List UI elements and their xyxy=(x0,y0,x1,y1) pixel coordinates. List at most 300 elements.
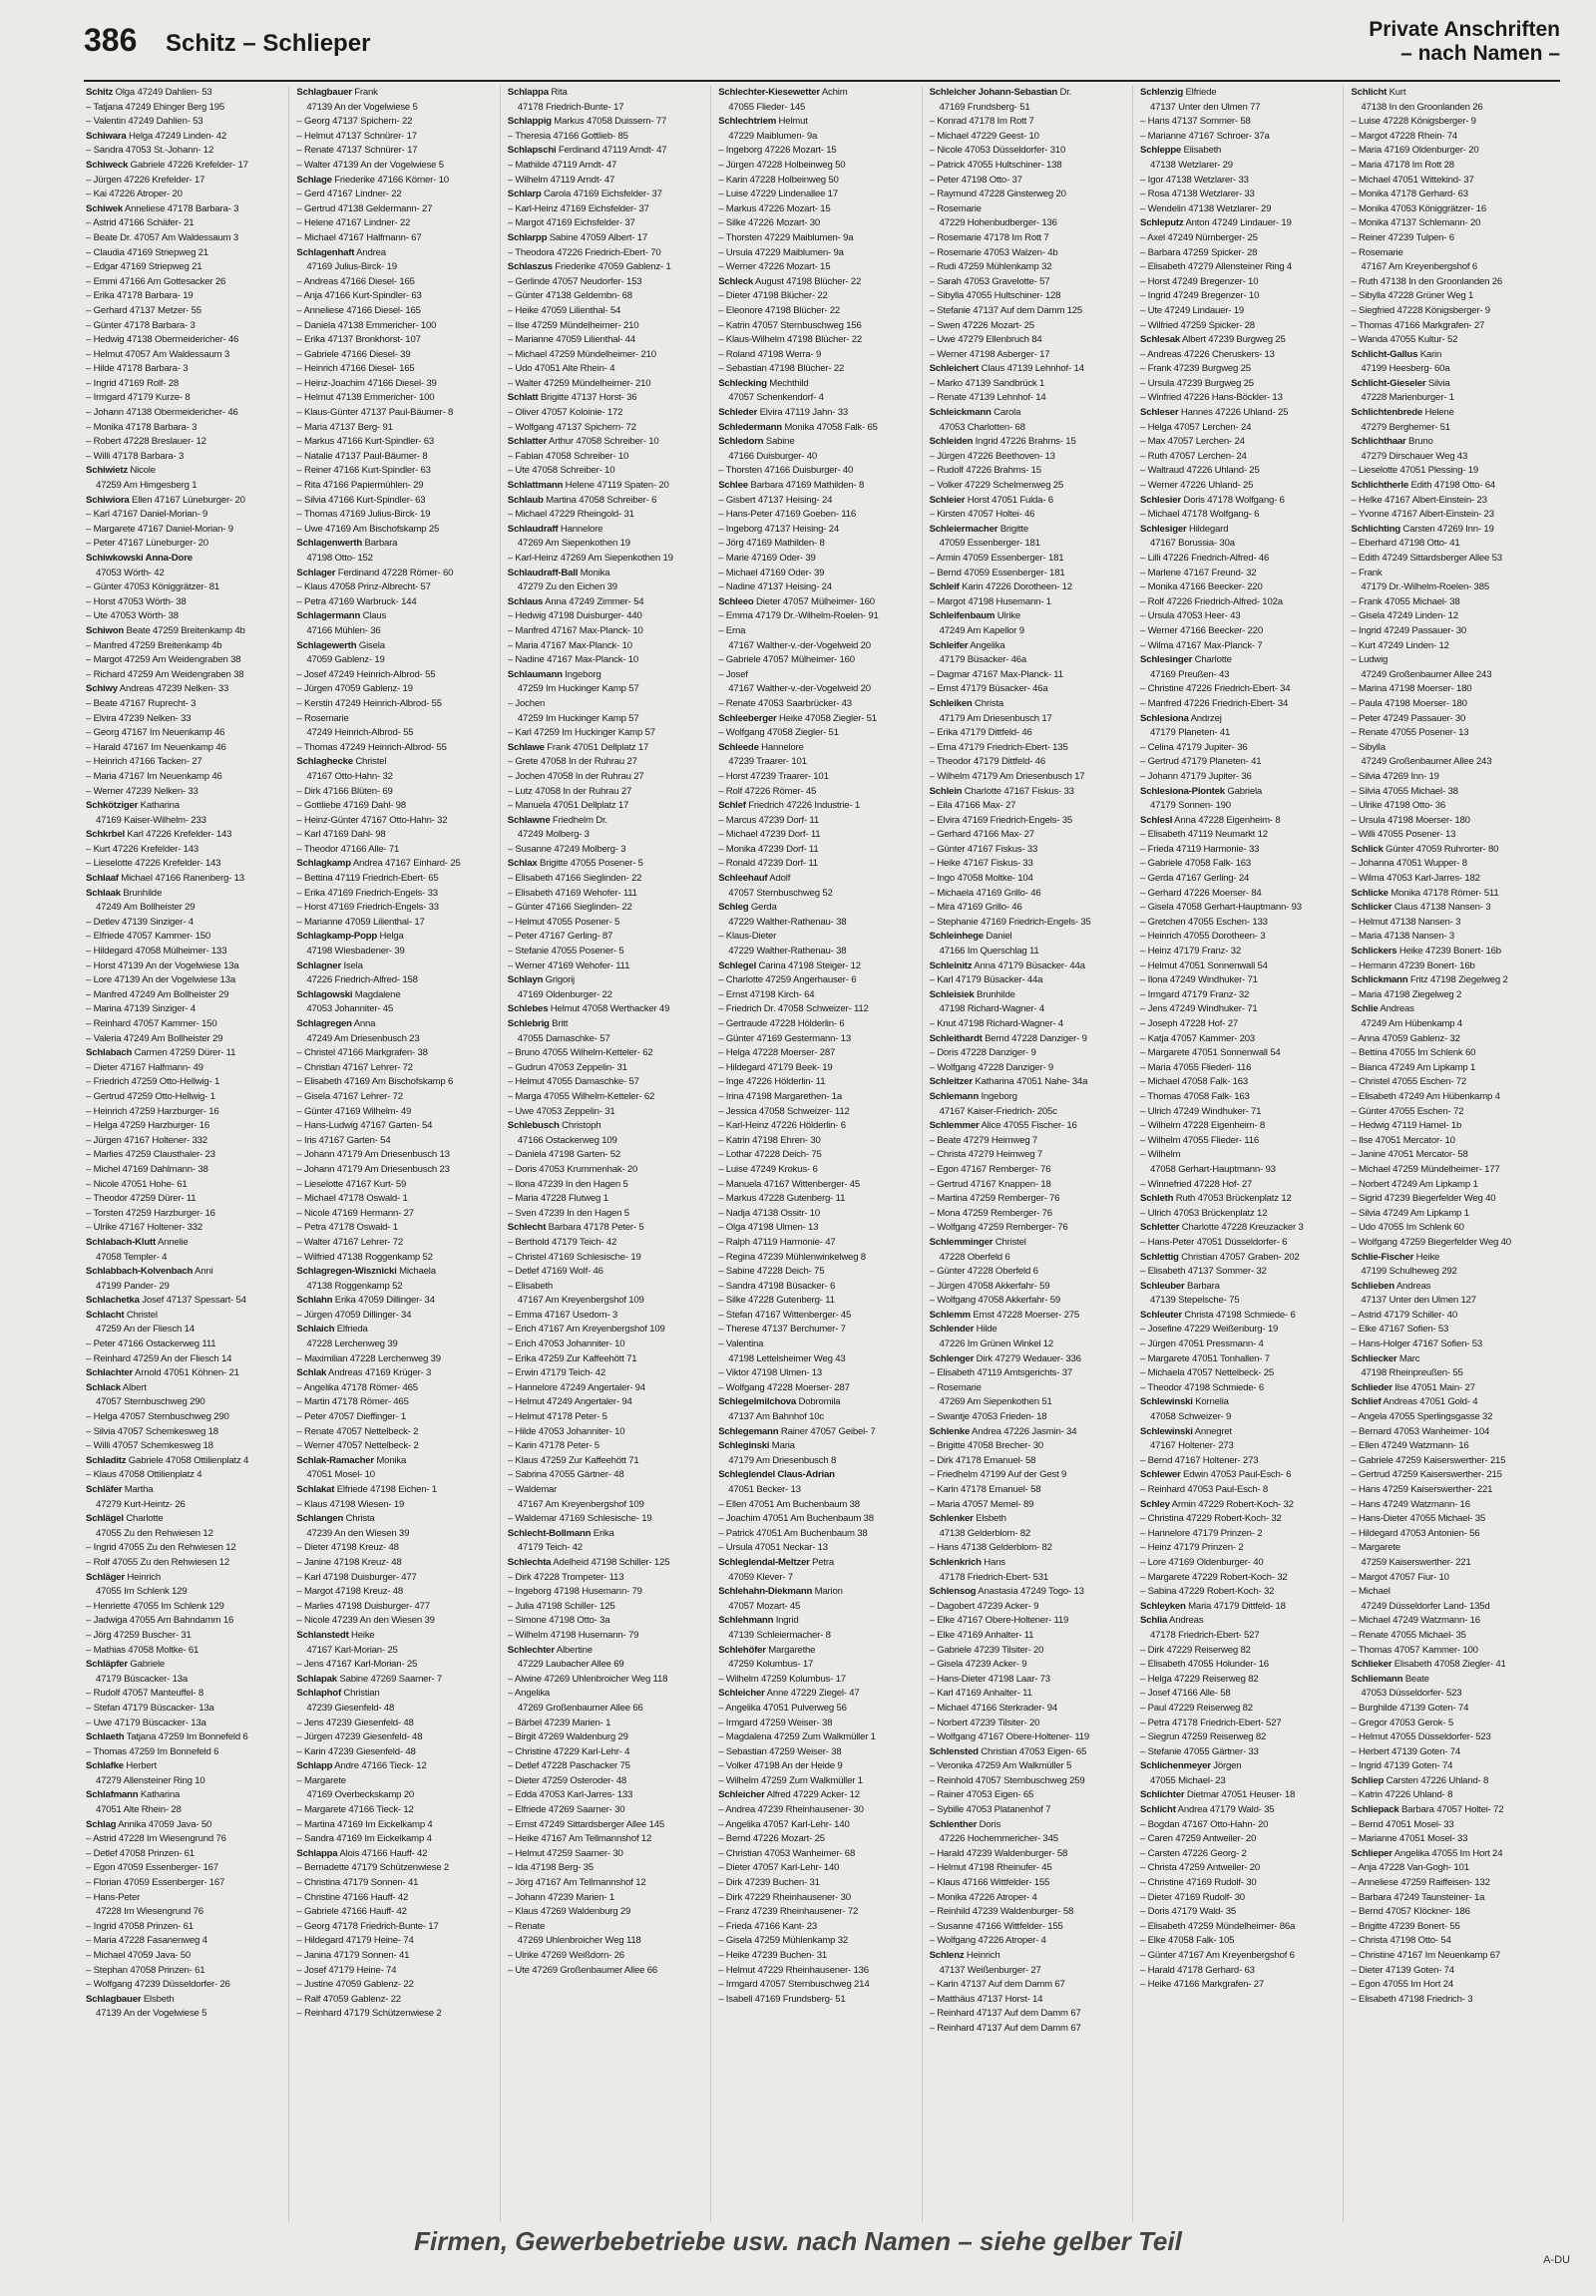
listing-entry: 47279 Dirschauer Weg 43 xyxy=(1361,450,1468,462)
listing-entry: – Renate 47053 Saarbrücker- 43 xyxy=(718,697,852,709)
surname: Schlaumann xyxy=(507,668,563,680)
listing-surname-entry: Schleithardt Bernd 47228 Danziger- 9 xyxy=(929,1032,1087,1044)
listing-entry: 47137 Unter den Ulmen 127 xyxy=(1361,1295,1476,1307)
surname: Schlieper xyxy=(1351,1847,1393,1859)
surname: Schlichtherle xyxy=(1351,480,1409,492)
listing-entry: 47139 An der Vogelwiese 5 xyxy=(306,101,418,113)
listing-entry: – Hilde 47178 Barbara- 3 xyxy=(86,363,189,375)
listing-surname-entry: Schlagowski Magdalene xyxy=(296,988,401,1000)
listing-entry: – Jürgen 47226 Beethoven- 13 xyxy=(929,450,1055,462)
page-header xyxy=(84,18,1560,82)
listing-entry: – Christine 47229 Karl-Lehr- 4 xyxy=(507,1745,630,1757)
listing-entry: – Klaus 47198 Wiesen- 19 xyxy=(296,1498,405,1510)
listing-entry: – Silvia 47055 Michael- 38 xyxy=(1351,785,1458,797)
listing-entry: 47051 Becker- 13 xyxy=(728,1484,801,1495)
listing-surname-entry: Schleyken Maria 47179 Dittfeld- 18 xyxy=(1140,1600,1286,1612)
listing-entry: – Markus 47228 Gutenberg- 11 xyxy=(718,1193,846,1205)
listing-entry: – Rosemarie 47178 Im Rott 7 xyxy=(929,231,1049,243)
listing-surname-entry: Schleickmann Carola xyxy=(929,407,1021,419)
listing-entry: – Marko 47139 Sandbrück 1 xyxy=(929,377,1045,389)
listing-entry: – Rudolf 47226 Brahms- 15 xyxy=(929,465,1041,477)
listing-surname-entry: Schlenger Dirk 47279 Wedauer- 336 xyxy=(929,1352,1081,1364)
listing-entry: – Maria 47228 Flutweg 1 xyxy=(507,1193,608,1205)
listing-entry: – Wilhelm 47259 Kolumbus- 17 xyxy=(718,1673,846,1685)
listing-entry: – Dieter 47198 Blücher- 22 xyxy=(718,290,828,302)
listing-entry: – Ulrike 47167 Holtener- 332 xyxy=(86,1222,203,1234)
listing-entry: – Daniela 47138 Emmericher- 100 xyxy=(296,319,437,331)
listing-entry: – Jürgen 47059 Gablenz- 19 xyxy=(296,683,413,695)
listing-surname-entry: Schlayn Grigorij xyxy=(507,974,575,986)
listing-entry: – Edda 47053 Karl-Jarres- 133 xyxy=(507,1789,633,1801)
listing-entry: – Wilhelm 47179 Am Driesenbusch 17 xyxy=(929,770,1085,782)
listing-entry: – Erich 47053 Johanniter- 10 xyxy=(507,1339,625,1350)
listing-entry: – Barbara 47259 Spicker- 28 xyxy=(1140,246,1258,258)
listing-entry: – Astrid 47228 Im Wiesengrund 76 xyxy=(86,1833,226,1845)
listing-entry: – Günter 47138 Geldernbn- 68 xyxy=(507,290,632,302)
listing-entry: – Christine 47226 Friedrich-Ebert- 34 xyxy=(1140,683,1291,695)
listing-entry: – Hilde 47053 Johanniter- 10 xyxy=(507,1425,625,1437)
listing-entry: – Lieselotte 47167 Kurt- 59 xyxy=(296,1178,407,1190)
listing-entry: 47053 Johanniter- 45 xyxy=(306,1003,394,1015)
surname: Schlagregen-Wisznicki xyxy=(296,1266,397,1278)
listing-surname-entry: Schlewinski Annegret xyxy=(1140,1425,1233,1437)
listing-surname-entry: Schlensted Christian 47053 Eigen- 65 xyxy=(929,1745,1087,1757)
listing-entry: – Helga 47229 Reiserweg 82 xyxy=(1140,1673,1259,1685)
listing-entry: – Norbert 47239 Tilsiter- 20 xyxy=(929,1717,1040,1728)
listing-entry: 47229 Maiblumen- 9a xyxy=(728,130,818,142)
listing-entry: – Ludwig xyxy=(1351,654,1389,666)
listing-entry: – Wilhelm 47119 Arndt- 47 xyxy=(507,174,615,186)
listing-entry: – Stephan 47058 Prinzen- 61 xyxy=(86,1964,205,1976)
listing-entry: – Jochen xyxy=(507,697,546,709)
surname: Schlayn xyxy=(507,974,544,986)
listing-entry: – Elisabeth xyxy=(507,1280,554,1292)
listing-surname-entry: Schleif Karin 47226 Dorotheen- 12 xyxy=(929,581,1072,593)
listing-surname-entry: Schlie Andreas xyxy=(1351,1003,1414,1015)
listing-surname-entry: Schiwek Anneliese 47178 Barbara- 3 xyxy=(86,202,239,214)
listing-entry: – Christel 47055 Eschen- 72 xyxy=(1351,1076,1467,1088)
surname: Schlieben xyxy=(1351,1280,1395,1292)
surname: Schlickmann xyxy=(1351,974,1408,986)
listing-entry: – Rolf 47226 Friedrich-Alfred- 102a xyxy=(1140,595,1283,607)
listing-surname-entry xyxy=(86,552,281,567)
listing-entry: 47178 Friedrich-Ebert- 527 xyxy=(1150,1629,1260,1641)
surname: Schlegemann xyxy=(718,1425,779,1437)
listing-entry: 47178 Friedrich-Bunte- 17 xyxy=(517,101,624,113)
listing-surname-entry: Schlagkamp Andrea 47167 Einhard- 25 xyxy=(296,858,461,870)
listing-entry: – Manfred 47226 Friedrich-Ebert- 34 xyxy=(1140,697,1289,709)
listing-surname-entry: Schlaus Anna 47249 Zimmer- 54 xyxy=(507,595,644,607)
listing-entry: – Frieda 47119 Harmonie- 33 xyxy=(1140,843,1260,855)
listing-entry: – Marianne 47167 Schroer- 37a xyxy=(1140,130,1270,142)
listing-entry: – Irmgard 47179 Kurze- 8 xyxy=(86,392,191,404)
listing-entry: 47198 Lettelsheimer Weg 43 xyxy=(728,1352,846,1364)
listing-entry: – Ingrid 47058 Prinzen- 61 xyxy=(86,1920,194,1932)
listing-entry: – Sarah 47053 Gravelotte- 57 xyxy=(929,275,1050,287)
listing-entry: – Monika 47178 Gerhard- 63 xyxy=(1351,189,1468,200)
listing-surname-entry: Schleder Elvira 47119 Jahn- 33 xyxy=(718,407,849,419)
listing-entry: – Helga 47228 Moerser- 287 xyxy=(718,1047,836,1059)
listing-surname-entry: Schlack Albert xyxy=(86,1381,147,1393)
listing-entry: 47226 Friedrich-Alfred- 158 xyxy=(306,974,418,986)
surname: Schlager xyxy=(296,567,336,578)
listing-entry: – Igor 47138 Wetzlarer- 33 xyxy=(1140,174,1249,186)
listing-entry: 47259 Im Huckinger Kamp 57 xyxy=(517,712,639,724)
listing-surname-entry: Schleuber Barbara xyxy=(1140,1280,1220,1292)
listing-entry: – Helene 47167 Lindner- 22 xyxy=(296,217,411,229)
listing-entry: – Margot 47169 Eichsfelder- 37 xyxy=(507,217,635,229)
listing-entry: – Bernd 47167 Holtener- 273 xyxy=(1140,1454,1259,1466)
surname: Schleier xyxy=(929,494,966,506)
listing-entry: – Hildegard 47179 Heine- 74 xyxy=(296,1935,414,1947)
listing-entry: – Elisabeth 47169 Am Bischofskamp 6 xyxy=(296,1076,454,1088)
surname: Schleppe xyxy=(1140,145,1182,157)
listing-surname-entry: Schliepack Barbara 47057 Holtei- 72 xyxy=(1351,1804,1504,1816)
surname: Schlagbauer xyxy=(296,87,352,98)
listing-entry: – Margot 47259 Am Weidengraben 38 xyxy=(86,654,241,666)
surname: Schlewinski xyxy=(1140,1425,1193,1437)
listing-entry: 47229 Walther-Rathenau- 38 xyxy=(728,946,847,957)
listing-entry: – Frank xyxy=(1351,567,1383,578)
listing-surname-entry: Schleicher Anne 47229 Ziegel- 47 xyxy=(718,1688,860,1700)
listing-entry: – Michael 47239 Dorf- 11 xyxy=(718,829,821,841)
listing-entry: – Dagobert 47239 Acker- 9 xyxy=(929,1600,1039,1612)
listing-entry: 47166 Duisburger- 40 xyxy=(728,450,817,462)
listing-entry: 47279 Zu den Eichen 39 xyxy=(517,581,617,593)
column-divider xyxy=(500,86,501,2222)
listing-entry: – Ulrich 47053 Brückenplatz 12 xyxy=(1140,1207,1268,1219)
listing-entry: 47229 Walther-Rathenau- 38 xyxy=(728,916,847,928)
column-divider xyxy=(922,86,923,2222)
listing-surname-entry: Schlesl Anna 47228 Eigenheim- 8 xyxy=(1140,814,1281,826)
listing-entry: – Gisela 47259 Mühlenkamp 32 xyxy=(718,1935,849,1947)
listing-entry: – Gudrun 47053 Zeppelin- 31 xyxy=(507,1061,627,1073)
listing-entry: – Max 47057 Lerchen- 24 xyxy=(1140,436,1245,448)
surname: Schlemm xyxy=(929,1309,971,1321)
listing-entry: – Werner 47226 Uhland- 25 xyxy=(1140,480,1254,492)
surname: Schlieker xyxy=(1351,1659,1393,1671)
listing-entry: – Bernadette 47179 Schützenwiese 2 xyxy=(296,1862,450,1874)
surname: Schlicht-Gieseler xyxy=(1351,377,1426,389)
listing-entry: 47167 Holtener- 273 xyxy=(1150,1440,1234,1452)
listing-entry: – Iris 47167 Garten- 54 xyxy=(296,1134,391,1146)
surname: Schlaus xyxy=(507,595,544,607)
listing-surname-entry: Schitz Olga 47249 Dahlien- 53 xyxy=(86,87,212,98)
listing-entry: – Peter 47166 Ostackerweg 111 xyxy=(86,1339,216,1350)
listing-surname-entry: Schlagbauer Frank xyxy=(296,87,378,98)
listing-entry: – Valentina xyxy=(718,1339,764,1350)
listing-entry: 47055 Zu den Rehwiesen 12 xyxy=(96,1527,213,1539)
listing-entry: – Ute 47269 Großenbaumer Allee 66 xyxy=(507,1964,657,1976)
listing-entry: – Eberhard 47198 Otto- 41 xyxy=(1351,538,1460,550)
surname: Schleicher xyxy=(718,1789,765,1801)
surname: Schlarp xyxy=(507,189,542,200)
surname: Schlecking xyxy=(718,377,767,389)
listing-entry: – Eila 47166 Max- 27 xyxy=(929,800,1016,812)
listing-entry: – Margarete 47167 Daniel-Morian- 9 xyxy=(86,523,233,535)
listing-surname-entry: Schlaich Elfrieda xyxy=(296,1324,368,1336)
listing-entry: – Hedwig 47119 Hamel- 1b xyxy=(1351,1120,1462,1132)
listing-entry: – Andrea 47239 Rheinhausener- 30 xyxy=(718,1804,864,1816)
listing-entry: – Florian 47059 Essenberger- 167 xyxy=(86,1877,225,1889)
directory-column-1 xyxy=(86,86,281,2222)
listing-surname-entry: Schlabbach-Kolvenbach Anni xyxy=(86,1266,213,1278)
listing-entry: – Luise 47229 Lindenallee 17 xyxy=(718,189,838,200)
surname: Schiwietz xyxy=(86,465,128,477)
listing-entry: – Karl 47179 Büsacker- 44a xyxy=(929,974,1043,986)
listing-entry: – Mira 47169 Grillo- 46 xyxy=(929,902,1022,914)
listing-entry: – Bernard 47053 Wanheimer- 104 xyxy=(1351,1425,1490,1437)
listing-surname-entry: Schlender Hilde xyxy=(929,1324,998,1336)
listing-entry: – Reinhard 47053 Paul-Esch- 8 xyxy=(1140,1484,1269,1495)
listing-surname-entry: Schleede Hannelore xyxy=(718,741,804,753)
listing-entry: – Christine 47166 Hauff- 42 xyxy=(296,1891,409,1903)
listing-entry: – Brigitte 47239 Bonert- 55 xyxy=(1351,1920,1460,1932)
listing-entry: – Bogdan 47167 Otto-Hahn- 20 xyxy=(1140,1818,1269,1830)
listing-entry: – Helmut 47051 Sonnenwall 54 xyxy=(1140,959,1268,971)
listing-entry: – Elfriede 47057 Kammer- 150 xyxy=(86,931,211,943)
listing-entry: – Katrin 47226 Uhland- 8 xyxy=(1351,1789,1453,1801)
listing-entry: – Theodor 47198 Schmiede- 6 xyxy=(1140,1381,1265,1393)
listing-entry: – Dirk 47166 Blüten- 69 xyxy=(296,785,393,797)
listing-surname-entry: Schleglendal-Meltzer Petra xyxy=(718,1556,835,1568)
listing-entry: – Wilma 47053 Karl-Jarres- 182 xyxy=(1351,873,1480,885)
listing-entry: – Horst 47239 Traarer- 101 xyxy=(718,770,829,782)
listing-entry: – Reinhild 47239 Waldenburger- 58 xyxy=(929,1906,1074,1918)
listing-entry: – Rosa 47138 Wetzlarer- 33 xyxy=(1140,189,1255,200)
listing-entry: 47269 Großenbaumer Allee 66 xyxy=(517,1702,643,1714)
listing-entry: 47249 Am Hübenkamp 4 xyxy=(1361,1018,1462,1029)
listing-entry: – Konrad 47178 Im Rott 7 xyxy=(929,116,1034,128)
listing-entry: – Petra 47169 Warbruck- 144 xyxy=(296,595,417,607)
listing-surname-entry: Schlieben Andreas xyxy=(1351,1280,1431,1292)
listing-entry: – Elke 47167 Obere-Holtener- 119 xyxy=(929,1615,1069,1627)
listing-entry: – Reiner 47239 Tulpen- 6 xyxy=(1351,231,1454,243)
listing-surname-entry: Schlafmann Katharina xyxy=(86,1789,181,1801)
listing-entry: – Heinrich 47166 Diesel- 165 xyxy=(296,363,415,375)
listing-entry: 47228 Im Wiesengrund 76 xyxy=(96,1906,203,1918)
listing-entry: – Tatjana 47249 Ehinger Berg 195 xyxy=(86,101,225,113)
listing-entry: – Wilfried 47259 Spicker- 28 xyxy=(1140,319,1255,331)
listing-entry: – Helmut 47055 Posener- 5 xyxy=(507,916,620,928)
surname: Schlieder xyxy=(1351,1381,1393,1393)
listing-entry: – Dieter 47167 Halfmann- 49 xyxy=(86,1061,203,1073)
listing-entry: – Justine 47059 Gablenz- 22 xyxy=(296,1979,414,1991)
listing-entry: 47249 Molberg- 3 xyxy=(517,829,590,841)
listing-entry: – Gertrud 47259 Otto-Hellwig- 1 xyxy=(86,1090,215,1102)
surname: Schlapp xyxy=(296,1760,333,1772)
listing-entry: – Ilse 47259 Mündelheimer- 210 xyxy=(507,319,639,331)
surname: Schlaghecke xyxy=(296,756,353,768)
listing-surname-entry: Schlichtherle Edith 47198 Otto- 64 xyxy=(1351,480,1496,492)
listing-surname-entry: Schlangen Christa xyxy=(296,1513,375,1525)
listing-entry: – Jürgen 47228 Holbeinweg 50 xyxy=(718,159,846,171)
listing-entry: – Karin 47178 Peter- 5 xyxy=(507,1440,599,1452)
listing-entry: – Bettina 47055 Im Schlenk 60 xyxy=(1351,1047,1476,1059)
listing-entry: – Elke 47058 Falk- 105 xyxy=(1140,1935,1235,1947)
surname: Schlagbauer xyxy=(86,1993,142,2005)
surname: Schlemann xyxy=(929,1090,979,1102)
listing-entry: – Johann 47239 Marien- 1 xyxy=(507,1891,615,1903)
listing-entry: 47139 An der Vogelwiese 5 xyxy=(96,2008,207,2020)
listing-entry: – Karl-Heinz 47269 Am Siepenkothen 19 xyxy=(507,553,673,564)
section-title-line-1: Private Anschriften xyxy=(1369,18,1560,41)
listing-entry: – Manfred 47167 Max-Planck- 10 xyxy=(507,624,643,636)
listing-entry: – Wilhelm 47259 Zum Walkmüller 1 xyxy=(718,1774,863,1786)
listing-entry: – Dieter 47169 Rudolf- 30 xyxy=(1140,1891,1245,1903)
listing-entry: – Yvonne 47167 Albert-Einstein- 23 xyxy=(1351,509,1494,521)
listing-entry: – Thomas 47259 Im Bonnefeld 6 xyxy=(86,1745,219,1757)
surname: Schleuter xyxy=(1140,1309,1182,1321)
listing-entry: – Birgit 47269 Waldenburg 29 xyxy=(507,1731,628,1743)
listing-entry: – Anna 47059 Gablenz- 32 xyxy=(1351,1032,1460,1044)
listing-entry: – Wolfgang 47239 Düsseldorfer- 26 xyxy=(86,1979,230,1991)
listing-entry: – Hildegard 47179 Beek- 19 xyxy=(718,1061,833,1073)
listing-entry: – Peter 47249 Passauer- 30 xyxy=(1351,712,1466,724)
listing-entry: – Gerda 47167 Gerling- 24 xyxy=(1140,873,1250,885)
listing-surname-entry: Schiwy Andreas 47239 Nelken- 33 xyxy=(86,683,229,695)
listing-entry: – Dirk 47178 Emanuel- 58 xyxy=(929,1454,1036,1466)
listing-entry: – Maria 47057 Memel- 89 xyxy=(929,1498,1034,1510)
listing-entry: – Manuela 47051 Dellplatz 17 xyxy=(507,800,629,812)
listing-surname-entry: Schlak Andreas 47169 Krüger- 3 xyxy=(296,1367,432,1379)
listing-entry: – Dirk 47229 Reiserweg 82 xyxy=(1140,1644,1251,1656)
listing-entry: – Elisabeth 47166 Sieglinden- 22 xyxy=(507,873,642,885)
listing-surname-entry: Schlaeth Tatjana 47259 Im Bonnefeld 6 xyxy=(86,1731,248,1743)
listing-entry: – Waldemar xyxy=(507,1484,558,1495)
listing-entry: – Erna 47179 Friedrich-Ebert- 135 xyxy=(929,741,1068,753)
listing-entry: 47139 Schleiermacher- 8 xyxy=(728,1629,831,1641)
listing-entry: – Karin 47228 Holbeinweg 50 xyxy=(718,174,839,186)
listing-entry: – Klaus-Günter 47137 Paul-Bäumer- 8 xyxy=(296,407,454,419)
listing-entry: – Kurt 47249 Linden- 12 xyxy=(1351,639,1449,651)
listing-surname-entry: Schkötziger Katharina xyxy=(86,800,180,812)
listing-entry: – Ingrid 47055 Zu den Rehwiesen 12 xyxy=(86,1542,236,1554)
surname: Schlag xyxy=(86,1818,117,1830)
listing-entry: – Helmut 47249 Angertaler- 94 xyxy=(507,1396,632,1408)
listing-surname-entry: Schlichtenbrede Helene xyxy=(1351,407,1454,419)
listing-entry: 47259 Kaiserswerther- 221 xyxy=(1361,1556,1471,1568)
listing-entry: 47137 Weißenburger- 27 xyxy=(939,1964,1041,1976)
listing-entry: – Michael xyxy=(1351,1586,1391,1598)
listing-entry: – Sebastian 47259 Weiser- 38 xyxy=(718,1745,842,1757)
surname: Schleth xyxy=(1140,1193,1174,1205)
listing-surname-entry: Schleier Horst 47051 Fulda- 6 xyxy=(929,494,1053,506)
surname: Schlaeth xyxy=(86,1731,125,1743)
listing-entry: – Stefanie 47055 Posener- 5 xyxy=(507,946,624,957)
listing-entry: – Sibylla 47228 Grüner Weg 1 xyxy=(1351,290,1474,302)
surname: Schlie-Fischer xyxy=(1351,1251,1414,1263)
listing-entry: – Hermann 47239 Bonert- 16b xyxy=(1351,959,1475,971)
listing-entry: – Michael 47166 Sterkrader- 94 xyxy=(929,1702,1057,1714)
listing-entry: 47239 Traarer- 101 xyxy=(728,756,807,768)
listing-entry: – Nicole 47239 An den Wiesen 39 xyxy=(296,1615,435,1627)
listing-entry: 47249 Am Driesenbusch 23 xyxy=(306,1032,420,1044)
section-title-line-2: – nach Namen – xyxy=(1400,42,1560,65)
listing-surname-entry: Schlagkamp-Popp Helga xyxy=(296,931,404,943)
listing-entry: – Rosemarie 47053 Walzen- 4b xyxy=(929,246,1058,258)
listing-entry: – Jürgen 47059 Dillinger- 34 xyxy=(296,1309,412,1321)
listing-entry: – Kirsten 47057 Holtei- 46 xyxy=(929,509,1035,521)
listing-entry: – Gisela 47058 Gerhart-Hauptmann- 93 xyxy=(1140,902,1302,914)
listing-entry: – Horst 47169 Friedrich-Engels- 33 xyxy=(296,902,439,914)
listing-entry: – Silvia 47269 Inn- 19 xyxy=(1351,770,1439,782)
surname: Schlachter xyxy=(86,1367,134,1379)
surname: Schlicht xyxy=(1351,87,1388,98)
surname: Schlichenmeyer xyxy=(1140,1760,1211,1772)
listing-entry: – Wilhelm 47198 Husemann- 79 xyxy=(507,1629,639,1641)
surname: Schleicher Johann-Sebastian xyxy=(929,87,1058,98)
listing-entry: – Helke 47167 Albert-Einstein- 23 xyxy=(1351,494,1487,506)
surname: Schleiermacher xyxy=(929,523,998,535)
surname: Schlangen xyxy=(296,1513,344,1525)
surname: Schlesier xyxy=(1140,494,1181,506)
listing-entry: – Helmut 47229 Rheinhausener- 136 xyxy=(718,1964,869,1976)
surname: Schleifer xyxy=(929,639,969,651)
listing-entry: – Wolfgang 47228 Moerser- 287 xyxy=(718,1381,850,1393)
listing-entry: – Ulrike 47198 Otto- 36 xyxy=(1351,800,1445,812)
listing-entry: – Heike 47059 Lilienthal- 54 xyxy=(507,304,621,316)
listing-surname-entry: Schlagenhaft Andrea xyxy=(296,246,386,258)
directory-column-4 xyxy=(718,86,914,2222)
listing-surname-entry: Schlee Barbara 47169 Mathilden- 8 xyxy=(718,480,865,492)
surname: Schlief xyxy=(1351,1396,1382,1408)
listing-entry: 47179 Büsacker- 46a xyxy=(939,654,1026,666)
surname: Schlaaf xyxy=(86,873,119,885)
listing-entry: – Rita 47166 Papiermühlen- 29 xyxy=(296,480,424,492)
listing-entry: – Maria 47178 Im Rott 28 xyxy=(1351,159,1454,171)
listing-entry: – Swantje 47053 Frieden- 18 xyxy=(929,1411,1047,1423)
listing-entry: – Jürgen 47167 Holtener- 332 xyxy=(86,1134,207,1146)
listing-entry: – Susanne 47166 Wittfelder- 155 xyxy=(929,1920,1063,1932)
listing-entry: 47138 Roggenkamp 52 xyxy=(306,1280,403,1292)
surname: Schlappa xyxy=(296,1847,338,1859)
listing-entry: – Waldemar 47169 Schlesische- 19 xyxy=(507,1513,652,1525)
listing-entry: – Anja 47166 Kurt-Spindler- 63 xyxy=(296,290,422,302)
listing-entry: – Stefan 47179 Büscacker- 13a xyxy=(86,1702,214,1714)
listing-entry: – Walter 47259 Mündelheimer- 210 xyxy=(507,377,651,389)
listing-entry: – Nicole 47053 Düsseldorfer- 310 xyxy=(929,145,1066,157)
listing-entry: – Michael 47169 Oder- 39 xyxy=(718,567,825,578)
listing-entry: – Marianne 47051 Mosel- 33 xyxy=(1351,1833,1468,1845)
listing-surname-entry: Schlickers Heike 47239 Bonert- 16b xyxy=(1351,946,1501,957)
listing-entry: – Gerd 47167 Lindner- 22 xyxy=(296,189,402,200)
listing-entry: – Gisela 47249 Linden- 12 xyxy=(1351,610,1458,622)
listing-entry: – Christian 47053 Wanheimer- 68 xyxy=(718,1847,856,1859)
listing-entry: – Elvira 47239 Nelken- 33 xyxy=(86,712,192,724)
surname: Schlenzig xyxy=(1140,87,1183,98)
listing-surname-entry: Schlagbauer Elsbeth xyxy=(86,1993,175,2005)
listing-entry: – Anneliese 47166 Diesel- 165 xyxy=(296,304,421,316)
listing-entry: 47051 Mosel- 10 xyxy=(306,1469,375,1481)
listing-entry: 47166 Mühlen- 36 xyxy=(306,624,381,636)
listing-entry: – Wendelin 47138 Wetzlarer- 29 xyxy=(1140,202,1272,214)
surname: Schleuber xyxy=(1140,1280,1185,1292)
listing-entry: 47259 Kolumbus- 17 xyxy=(728,1659,814,1671)
listing-entry: – Sven 47239 In den Hagen 5 xyxy=(507,1207,629,1219)
listing-surname-entry: Schliecker Marc xyxy=(1351,1352,1420,1364)
listing-entry: – Beate Dr. 47057 Am Waldessaum 3 xyxy=(86,231,239,243)
listing-entry: – Margot 47198 Husemann- 1 xyxy=(929,595,1051,607)
listing-entry: – Ralf 47059 Gablenz- 22 xyxy=(296,1993,401,2005)
listing-entry: – Heinz-Günter 47167 Otto-Hahn- 32 xyxy=(296,814,448,826)
listing-surname-entry: Schlichting Carsten 47269 Inn- 19 xyxy=(1351,523,1494,535)
listing-entry: 47229 Hohenbudberger- 136 xyxy=(939,217,1057,229)
listing-entry: 47279 Kurt-Heintz- 26 xyxy=(96,1498,186,1510)
surname: Schlichter xyxy=(1140,1789,1185,1801)
listing-entry: – Dirk 47228 Trompeter- 113 xyxy=(507,1571,624,1583)
listing-entry: – Luise 47228 Königsberger- 9 xyxy=(1351,116,1476,128)
